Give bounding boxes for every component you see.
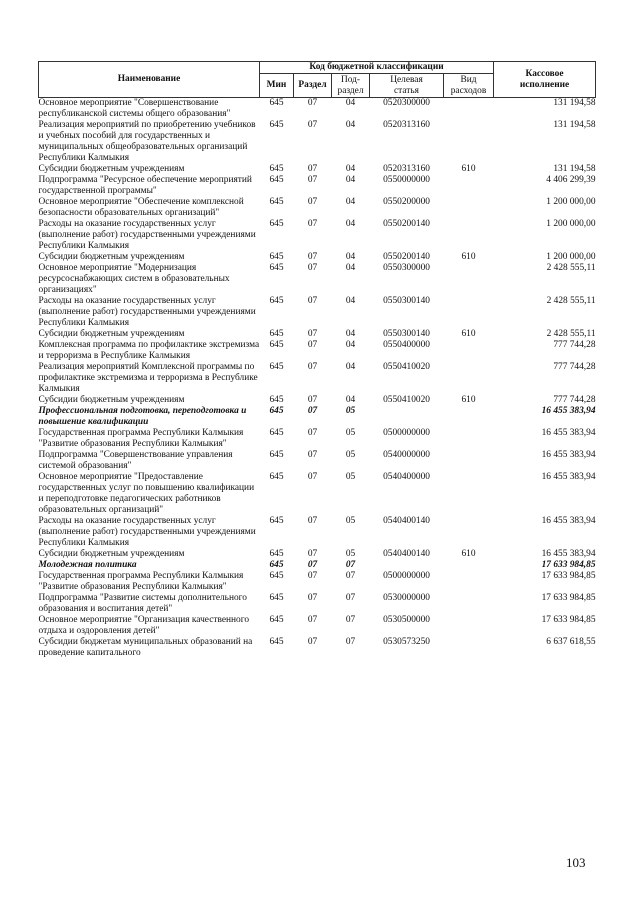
row-razdel: 07 (307, 428, 318, 438)
row-min: 645 (269, 571, 284, 581)
table-row (39, 296, 596, 329)
row-razdel: 07 (307, 263, 318, 273)
row-tselevaya: 0540000000 (383, 450, 430, 460)
table-body (39, 98, 596, 660)
row-name: Профессиональная подготовка, переподготовка и повышение квалификации (38, 406, 247, 427)
row-tselevaya: 0530000000 (383, 593, 430, 603)
row-podrazdel: 04 (345, 98, 356, 108)
row-razdel: 07 (307, 560, 318, 570)
header-min: Мин (260, 74, 294, 98)
row-vid (444, 219, 494, 252)
table-row (39, 329, 596, 340)
row-razdel: 07 (307, 219, 318, 229)
row-name: Субсидии бюджетным учреждениям (38, 252, 185, 262)
row-min: 645 (269, 516, 284, 526)
row-tselevaya: 0530500000 (383, 615, 430, 625)
row-vid (444, 560, 494, 571)
row-tselevaya: 0520313160 (383, 164, 430, 174)
row-razdel: 07 (307, 395, 318, 405)
row-vid (444, 362, 494, 395)
row-podrazdel: 04 (345, 252, 356, 262)
row-min: 645 (269, 395, 284, 405)
row-tselevaya (370, 406, 444, 428)
row-tselevaya: 0540400140 (383, 516, 430, 526)
row-podrazdel: 04 (345, 219, 356, 229)
row-vid (444, 516, 494, 549)
table-row (39, 164, 596, 175)
row-vid: 610 (461, 395, 476, 405)
table-row (39, 593, 596, 615)
row-min: 645 (269, 406, 284, 416)
row-razdel: 07 (307, 450, 318, 460)
table-row (39, 549, 596, 560)
row-razdel: 07 (307, 406, 318, 416)
row-razdel: 07 (307, 120, 318, 130)
row-tselevaya: 0550300140 (383, 296, 430, 306)
row-name: Расходы на оказание государственных услуг (выполнение работ) государственными учреждениями Республики Калмыкия (38, 296, 256, 328)
row-name: Комплексная программа по профилактике экстремизма и терроризма в Республике Калмыкия (38, 340, 260, 361)
row-podrazdel: 05 (345, 472, 356, 482)
row-name: Расходы на оказание государственных услуг (выполнение работ) государственными учреждениями Республики Калмыкия (38, 516, 256, 548)
row-min: 645 (269, 252, 284, 262)
row-name: Основное мероприятие "Организация качественного отдыха и оздоровления детей" (38, 615, 250, 636)
row-podrazdel: 04 (345, 120, 356, 130)
row-podrazdel: 04 (345, 263, 356, 273)
row-razdel: 07 (307, 329, 318, 339)
row-podrazdel: 05 (345, 406, 356, 416)
row-vid: 610 (461, 329, 476, 339)
table-row (39, 472, 596, 516)
row-razdel: 07 (307, 252, 318, 262)
row-tselevaya: 0520313160 (383, 120, 430, 130)
table-row (39, 98, 596, 121)
row-razdel: 07 (307, 472, 318, 482)
row-amount: 2 428 555,11 (546, 263, 596, 273)
row-name: Основное мероприятие "Предоставление государственных услуг по повышению квалификации и переподготовке педагогических работников образовательных организаций" (38, 472, 255, 515)
row-name: Реализация мероприятий Комплексной программы по профилактике экстремизма и терроризма в Республике Калмыкия (38, 362, 258, 394)
row-amount: 17 633 984,85 (541, 593, 596, 603)
row-podrazdel: 07 (345, 593, 356, 603)
page-number: 103 (566, 855, 586, 870)
row-vid: 610 (461, 549, 476, 559)
row-name: Государственная программа Республики Калмыкия "Развитие образования Республики Калмыкия" (38, 571, 244, 592)
row-amount: 1 200 000,00 (546, 252, 596, 262)
row-razdel: 07 (307, 571, 318, 581)
row-amount: 16 455 383,94 (541, 450, 596, 460)
row-razdel: 07 (307, 615, 318, 625)
row-vid (444, 296, 494, 329)
row-amount: 131 194,58 (553, 164, 596, 174)
row-min: 645 (269, 450, 284, 460)
row-vid (444, 450, 494, 472)
row-vid (444, 571, 494, 593)
row-razdel: 07 (307, 549, 318, 559)
row-tselevaya: 0500000000 (383, 571, 430, 581)
row-tselevaya: 0550200140 (383, 252, 430, 262)
row-amount: 777 744,28 (553, 362, 596, 372)
row-min: 645 (269, 329, 284, 339)
row-min: 645 (269, 164, 284, 174)
row-podrazdel: 04 (345, 175, 356, 185)
table-row (39, 637, 596, 659)
row-amount: 777 744,28 (553, 340, 596, 350)
table-row (39, 395, 596, 406)
header-vid: Вид расходов (444, 74, 494, 98)
row-vid (444, 428, 494, 450)
row-amount: 16 455 383,94 (541, 428, 596, 438)
row-name: Субсидии бюджетным учреждениям (38, 164, 185, 174)
row-tselevaya: 0550200000 (383, 197, 430, 207)
table-header (39, 62, 596, 98)
row-podrazdel: 05 (345, 516, 356, 526)
row-tselevaya: 0550410020 (383, 362, 430, 372)
row-razdel: 07 (307, 637, 318, 647)
row-tselevaya: 0500000000 (383, 428, 430, 438)
row-razdel: 07 (307, 593, 318, 603)
row-min: 645 (269, 637, 284, 647)
row-tselevaya: 0550300000 (383, 263, 430, 273)
row-amount: 16 455 383,94 (541, 406, 596, 416)
row-podrazdel: 04 (345, 395, 356, 405)
row-amount: 777 744,28 (553, 395, 596, 405)
row-name: Субсидии бюджетным учреждениям (38, 329, 185, 339)
row-vid (444, 340, 494, 362)
row-vid (444, 120, 494, 164)
row-name: Реализация мероприятий по приобретению учебников и учебных пособий для государственных и муниципальных общеобразовательных организаций Республики Калмыкия (38, 120, 256, 163)
row-vid (444, 197, 494, 219)
row-min: 645 (269, 428, 284, 438)
row-podrazdel: 04 (345, 362, 356, 372)
row-amount: 131 194,58 (553, 120, 596, 130)
row-tselevaya: 0540400140 (383, 549, 430, 559)
row-min: 645 (269, 197, 284, 207)
row-vid: 610 (461, 164, 476, 174)
row-razdel: 07 (307, 296, 318, 306)
row-amount: 17 633 984,85 (541, 615, 596, 625)
row-min: 645 (269, 593, 284, 603)
table-row (39, 197, 596, 219)
row-tselevaya: 0550200140 (383, 219, 430, 229)
row-tselevaya: 0550300140 (383, 329, 430, 339)
table-row (39, 428, 596, 450)
header-tselevaya: Целевая статья (370, 74, 444, 98)
row-name: Расходы на оказание государственных услуг (выполнение работ) государственными учреждениями Республики Калмыкия (38, 219, 256, 251)
row-min: 645 (269, 362, 284, 372)
table-row (39, 516, 596, 549)
table-row (39, 406, 596, 428)
row-vid (444, 406, 494, 428)
row-amount: 1 200 000,00 (546, 219, 596, 229)
table-row (39, 615, 596, 637)
row-min: 645 (269, 263, 284, 273)
row-name: Субсидии бюджетам муниципальных образований на проведение капитального (38, 637, 253, 658)
table-row (39, 362, 596, 395)
row-amount: 16 455 383,94 (541, 549, 596, 559)
row-amount: 16 455 383,94 (541, 516, 596, 526)
row-name: Подпрограмма "Развитие системы дополнительного образования и воспитания детей" (38, 593, 247, 614)
row-podrazdel: 05 (345, 549, 356, 559)
table-row (39, 450, 596, 472)
row-min: 645 (269, 120, 284, 130)
row-razdel: 07 (307, 175, 318, 185)
header-podrazdel: Под- раздел (332, 74, 370, 98)
table-row (39, 219, 596, 252)
row-name: Основное мероприятие "Совершенствование республиканской системы общего образования" (38, 98, 231, 119)
row-vid (444, 615, 494, 637)
row-min: 645 (269, 98, 284, 108)
row-razdel: 07 (307, 340, 318, 350)
row-tselevaya: 0550000000 (383, 175, 430, 185)
row-podrazdel: 05 (345, 428, 356, 438)
row-min: 645 (269, 175, 284, 185)
budget-table (38, 61, 596, 659)
row-amount: 131 194,58 (553, 98, 596, 108)
row-name: Государственная программа Республики Калмыкия "Развитие образования Республики Калмыкия" (38, 428, 244, 449)
row-amount: 17 633 984,85 (541, 560, 596, 570)
row-min: 645 (269, 615, 284, 625)
row-min: 645 (269, 549, 284, 559)
row-amount: 1 200 000,00 (546, 197, 596, 207)
row-razdel: 07 (307, 362, 318, 372)
row-tselevaya: 0520300000 (383, 98, 430, 108)
header-kassa: Кассовое исполнение (494, 62, 596, 98)
row-vid (444, 472, 494, 516)
row-name: Основное мероприятие "Обеспечение комплексной безопасности образовательных организаций" (38, 197, 244, 218)
row-podrazdel: 05 (345, 450, 356, 460)
row-vid: 610 (461, 252, 476, 262)
header-code-group: Код бюджетной классификации (260, 62, 494, 74)
row-podrazdel: 04 (345, 197, 356, 207)
row-amount: 17 633 984,85 (541, 571, 596, 581)
row-vid (444, 637, 494, 659)
row-podrazdel: 04 (345, 329, 356, 339)
row-podrazdel: 04 (345, 164, 356, 174)
table-row (39, 340, 596, 362)
row-name: Основное мероприятие "Модернизация ресурсоснабжающих систем в образовательных организациях" (38, 263, 230, 295)
row-amount: 4 406 299,39 (546, 175, 596, 185)
row-podrazdel: 04 (345, 340, 356, 350)
row-name: Субсидии бюджетным учреждениям (38, 395, 185, 405)
table-row (39, 175, 596, 197)
row-tselevaya: 0550400000 (383, 340, 430, 350)
row-razdel: 07 (307, 164, 318, 174)
row-podrazdel: 04 (345, 296, 356, 306)
row-amount: 6 637 618,55 (546, 637, 596, 647)
row-razdel: 07 (307, 516, 318, 526)
row-vid (444, 175, 494, 197)
row-tselevaya: 0530573250 (383, 637, 430, 647)
row-name: Молодежная политика (38, 560, 137, 570)
row-tselevaya: 0550410020 (383, 395, 430, 405)
table-row (39, 120, 596, 164)
row-vid (444, 593, 494, 615)
row-min: 645 (269, 560, 284, 570)
row-min: 645 (269, 296, 284, 306)
row-tselevaya: 0540400000 (383, 472, 430, 482)
row-min: 645 (269, 219, 284, 229)
row-razdel: 07 (307, 98, 318, 108)
table-row (39, 571, 596, 593)
row-amount: 2 428 555,11 (546, 296, 596, 306)
row-podrazdel: 07 (345, 560, 356, 570)
row-razdel: 07 (307, 197, 318, 207)
row-amount: 16 455 383,94 (541, 472, 596, 482)
row-name: Подпрограмма "Совершенствование управления системой образования" (38, 450, 233, 471)
row-min: 645 (269, 340, 284, 350)
row-tselevaya (370, 560, 444, 571)
row-name: Подпрограмма "Ресурсное обеспечение мероприятий государственной программы" (38, 175, 252, 196)
table-row (39, 560, 596, 571)
header-razdel: Раздел (294, 74, 332, 98)
table-row (39, 263, 596, 296)
row-podrazdel: 07 (345, 571, 356, 581)
row-name: Субсидии бюджетным учреждениям (38, 549, 185, 559)
row-podrazdel: 07 (345, 637, 356, 647)
row-vid (444, 98, 494, 121)
row-min: 645 (269, 472, 284, 482)
table-row (39, 252, 596, 263)
header-name: Наименование (39, 62, 260, 98)
row-vid (444, 263, 494, 296)
row-podrazdel: 07 (345, 615, 356, 625)
row-amount: 2 428 555,11 (546, 329, 596, 339)
